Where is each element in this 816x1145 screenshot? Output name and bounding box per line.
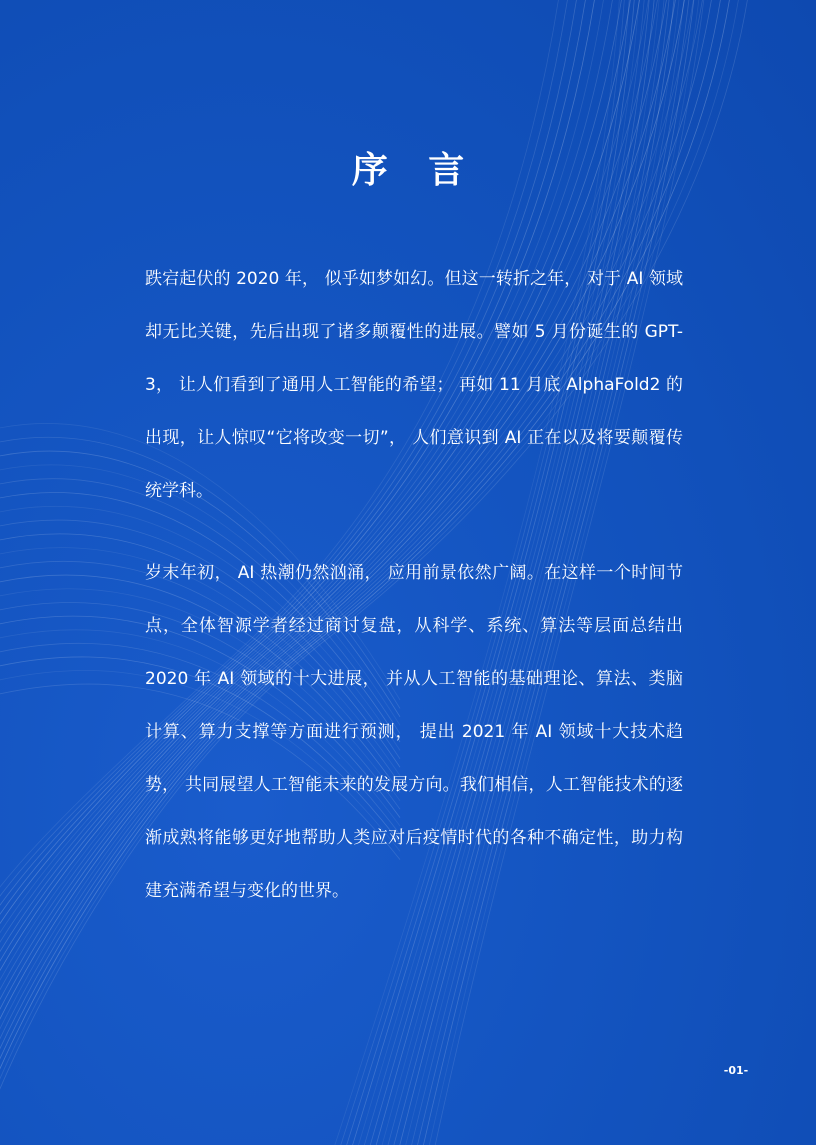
page-title: 序 言 <box>351 150 479 191</box>
paragraph-2: 岁末年初， AI 热潮仍然汹涌， 应用前景依然广阔。在这样一个时间节点，全体智源学者经过商讨复盘，从科学、系统、算法等层面总结出 2020 年 AI 领域的十大进展， 并从人工智能的基础理论、算法、类脑计算、算力支撑等方面进行预测， 提出 2021 年 AI 领域十大技术趋势， 共同展望人工智能未来的发展方向。我们相信，人工智能技术的逐渐成熟将能够更好地帮助人类应对后疫情时代的各种不确定性，助力构建充满希望与变化的世界。 <box>145 563 683 901</box>
paragraph-1: 跌宕起伏的 2020 年， 似乎如梦如幻。但这一转折之年， 对于 AI 领域却无比关键，先后出现了诸多颠覆性的进展。譬如 5 月份诞生的 GPT-3， 让人们看到了通用人工智能的希望； 再如 11 月底 AlphaFold2 的出现，让人惊叹“它将改变一切”， 人们意识到 AI 正在以及将要颠覆传统学科。 <box>145 269 683 501</box>
page-number: -01- <box>723 1064 749 1077</box>
